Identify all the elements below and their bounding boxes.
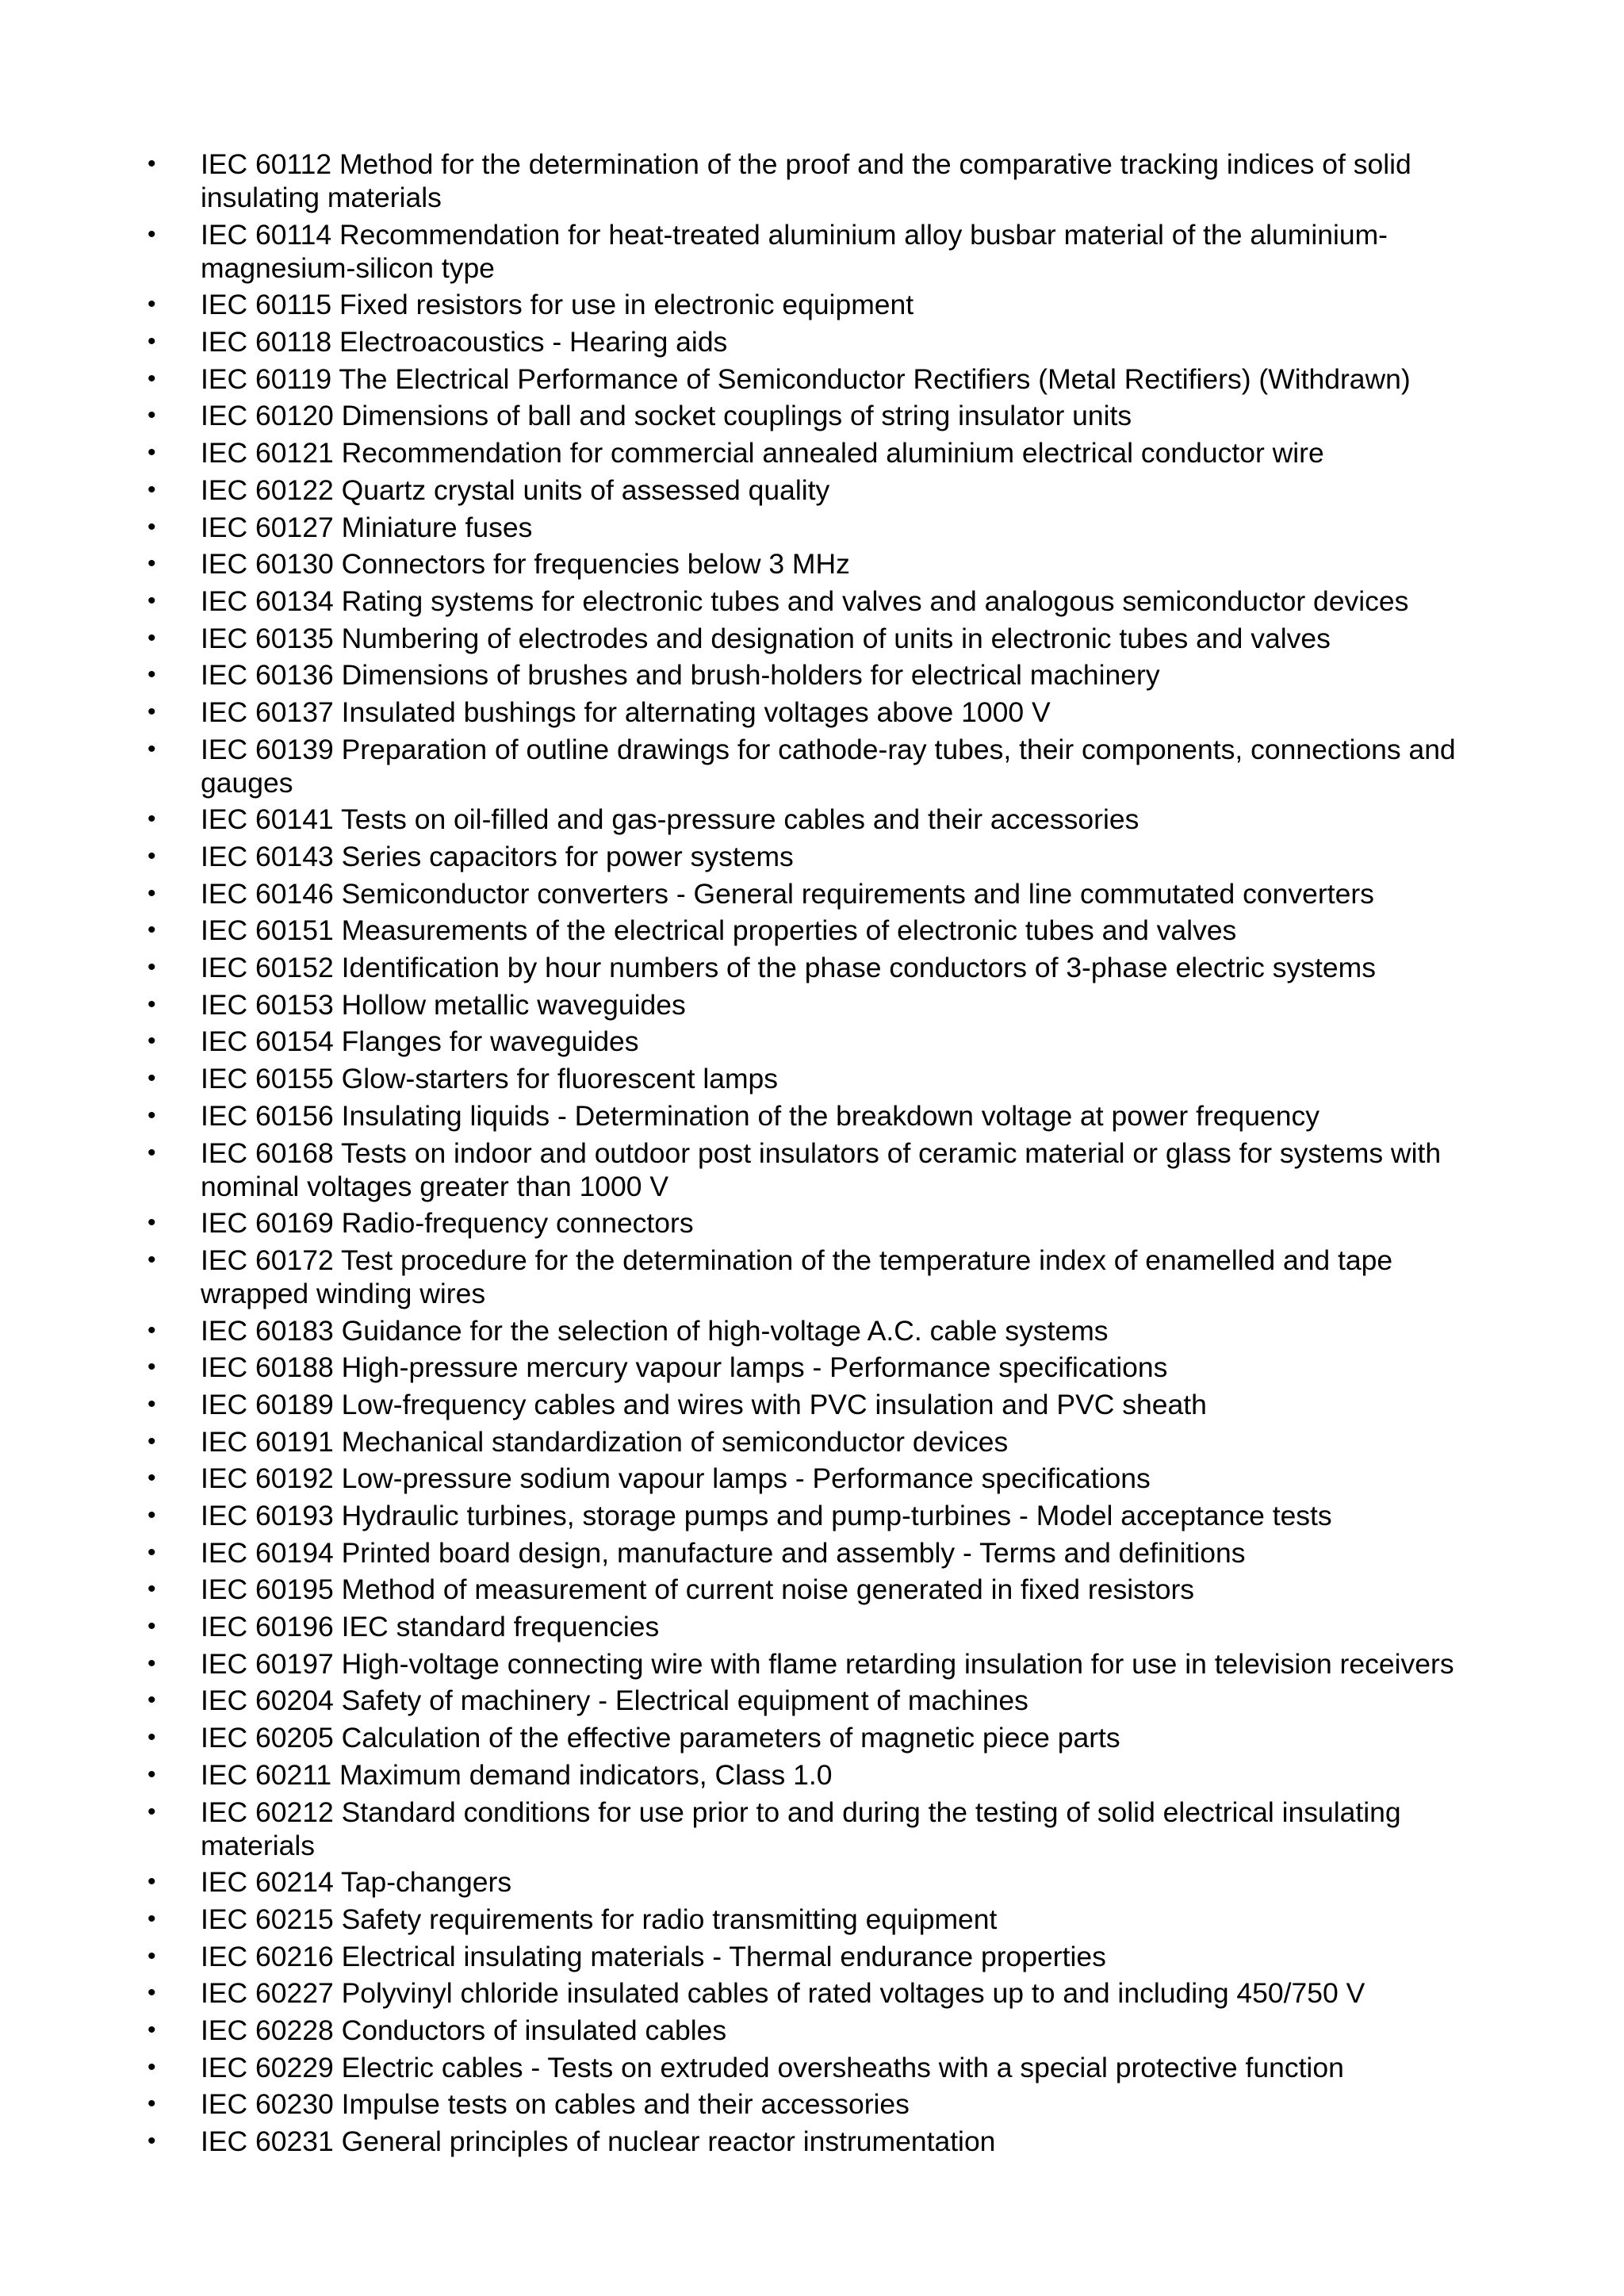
bullet-icon: • xyxy=(147,843,156,869)
bullet-icon: • xyxy=(147,1687,156,1714)
list-item-text: IEC 60146 Semiconductor converters - General requirements and line commutated converters xyxy=(201,877,1374,910)
list-item xyxy=(0,1684,1624,1717)
list-item xyxy=(0,1940,1624,1973)
list-item-text: IEC 60141 Tests on oil-filled and gas-pressure cables and their accessories xyxy=(201,803,1139,836)
bullet-icon: • xyxy=(147,1354,156,1381)
bullet-icon: • xyxy=(147,1724,156,1751)
list-item xyxy=(0,622,1624,655)
bullet-icon: • xyxy=(147,220,156,247)
list-item xyxy=(0,1903,1624,1936)
list-item xyxy=(0,1314,1624,1347)
list-item-text: IEC 60168 Tests on indoor and outdoor post insulators of ceramic material or glass for systems with nominal voltages greater than 1000 V xyxy=(201,1137,1442,1202)
list-item-text: IEC 60118 Electroacoustics - Hearing aids xyxy=(201,326,728,358)
bullet-icon: • xyxy=(147,2016,156,2043)
list-item-text: IEC 60114 Recommendation for heat-treated aluminium alloy busbar material of the aluminium-magnesium-silicon type xyxy=(201,218,1388,284)
list-item xyxy=(0,1351,1624,1384)
list-item-text: IEC 60229 Electric cables - Tests on extruded oversheaths with a special protective function xyxy=(201,2051,1344,2083)
list-item-text: IEC 60183 Guidance for the selection of high-voltage A.C. cable systems xyxy=(201,1314,1109,1347)
list-item-text: IEC 60121 Recommendation for commercial annealed aluminium electrical conductor wire xyxy=(201,437,1324,470)
list-item-text: IEC 60193 Hydraulic turbines, storage pumps and pump-turbines - Model acceptance tests xyxy=(201,1500,1332,1531)
list-item-text: IEC 60169 Radio-frequency connectors xyxy=(201,1207,694,1240)
standards-list xyxy=(0,148,1624,2158)
list-item xyxy=(0,914,1624,947)
bullet-icon: • xyxy=(147,1650,156,1677)
list-item-text: IEC 60189 Low-frequency cables and wires with PVC insulation and PVC sheath xyxy=(201,1388,1207,1420)
list-item-text: IEC 60172 Test procedure for the determination of the temperature index of enamelled and tape wrapped winding wires xyxy=(201,1244,1393,1309)
bullet-icon: • xyxy=(147,1502,156,1528)
list-item xyxy=(0,1425,1624,1458)
bullet-icon: • xyxy=(147,1028,156,1055)
list-item-text: IEC 60194 Printed board design, manufacture and assembly - Terms and definitions xyxy=(201,1536,1246,1569)
list-item xyxy=(0,1610,1624,1643)
list-item-text: IEC 60227 Polyvinyl chloride insulated cables of rated voltages up to and including 450/750 V xyxy=(201,1977,1365,2010)
bullet-icon: • xyxy=(147,917,156,944)
list-item-text: IEC 60139 Preparation of outline drawings for cathode-ray tubes, their components, connections and gauges xyxy=(201,733,1456,799)
bullet-icon: • xyxy=(147,1465,156,1492)
list-item xyxy=(0,803,1624,836)
bullet-icon: • xyxy=(147,513,156,540)
bullet-icon: • xyxy=(147,1942,156,1969)
list-item-text: IEC 60215 Safety requirements for radio transmitting equipment xyxy=(201,1903,998,1935)
bullet-icon: • xyxy=(147,2053,156,2080)
list-item-text: IEC 60216 Electrical insulating materials - Thermal endurance properties xyxy=(201,1940,1106,1972)
list-item-text: IEC 60115 Fixed resistors for use in electronic equipment xyxy=(201,289,914,321)
list-item xyxy=(0,1536,1624,1570)
list-item-text: IEC 60197 High-voltage connecting wire with flame retarding insulation for use in television receivers xyxy=(201,1647,1454,1680)
bullet-icon: • xyxy=(147,328,156,355)
bullet-icon: • xyxy=(147,550,156,577)
list-item xyxy=(0,658,1624,692)
list-item-text: IEC 60188 High-pressure mercury vapour lamps - Performance specifications xyxy=(201,1351,1168,1384)
bullet-icon: • xyxy=(147,1798,156,1825)
bullet-icon: • xyxy=(147,1539,156,1566)
bullet-icon: • xyxy=(147,1576,156,1603)
list-item xyxy=(0,547,1624,581)
bullet-icon: • xyxy=(147,624,156,651)
list-item-text: IEC 60156 Insulating liquids - Determination of the breakdown voltage at power frequency xyxy=(201,1099,1320,1132)
list-item-text: IEC 60214 Tap-changers xyxy=(201,1866,512,1899)
bullet-icon: • xyxy=(147,698,156,725)
bullet-icon: • xyxy=(147,1761,156,1788)
bullet-icon: • xyxy=(147,2091,156,2118)
list-item xyxy=(0,1099,1624,1133)
list-item-text: IEC 60152 Identification by hour numbers of the phase conductors of 3-phase electric systems xyxy=(201,952,1376,984)
list-item xyxy=(0,399,1624,432)
list-item-text: IEC 60151 Measurements of the electrical properties of electronic tubes and valves xyxy=(201,914,1237,947)
list-item xyxy=(0,877,1624,910)
bullet-icon: • xyxy=(147,880,156,907)
list-item-text: IEC 60130 Connectors for frequencies below 3 MHz xyxy=(201,548,850,581)
list-item xyxy=(0,1206,1624,1240)
bullet-icon: • xyxy=(147,1317,156,1343)
list-item xyxy=(0,988,1624,1022)
list-item xyxy=(0,1499,1624,1532)
bullet-icon: • xyxy=(147,954,156,981)
list-item xyxy=(0,951,1624,984)
bullet-icon: • xyxy=(147,439,156,466)
list-item xyxy=(0,1388,1624,1421)
bullet-icon: • xyxy=(147,1428,156,1455)
list-item-text: IEC 60228 Conductors of insulated cables xyxy=(201,2014,727,2046)
list-item-text: IEC 60230 Impulse tests on cables and their accessories xyxy=(201,2088,910,2121)
bullet-icon: • xyxy=(147,365,156,392)
list-item xyxy=(0,1796,1624,1862)
bullet-icon: • xyxy=(147,151,156,177)
bullet-icon: • xyxy=(147,402,156,429)
list-item-text: IEC 60122 Quartz crystal units of assessed quality xyxy=(201,473,830,506)
bullet-icon: • xyxy=(147,735,156,762)
list-item-text: IEC 60134 Rating systems for electronic tubes and valves and analogous semiconductor devices xyxy=(201,585,1409,617)
list-item-text: IEC 60135 Numbering of electrodes and designation of units in electronic tubes and valves xyxy=(201,622,1331,654)
list-item-text: IEC 60204 Safety of machinery - Electrical equipment of machines xyxy=(201,1685,1028,1717)
bullet-icon: • xyxy=(147,1905,156,1932)
list-item-text: IEC 60196 IEC standard frequencies xyxy=(201,1611,660,1643)
list-item xyxy=(0,473,1624,507)
list-item xyxy=(0,218,1624,285)
list-item-text: IEC 60154 Flanges for waveguides xyxy=(201,1025,639,1058)
bullet-icon: • xyxy=(147,1065,156,1092)
list-item xyxy=(0,2125,1624,2158)
bullet-icon: • xyxy=(147,2128,156,2154)
bullet-icon: • xyxy=(147,1246,156,1273)
list-item-text: IEC 60119 The Electrical Performance of Semiconductor Rectifiers (Metal Rectifiers) (Withdrawn) xyxy=(201,362,1411,395)
list-item-text: IEC 60143 Series capacitors for power systems xyxy=(201,841,794,872)
list-item-text: IEC 60211 Maximum demand indicators, Class 1.0 xyxy=(201,1758,833,1791)
list-item-text: IEC 60112 Method for the determination of the proof and the comparative tracking indices of solid insulating materials xyxy=(201,148,1411,213)
bullet-icon: • xyxy=(147,806,156,833)
bullet-icon: • xyxy=(147,1209,156,1236)
list-item xyxy=(0,1647,1624,1681)
list-item xyxy=(0,511,1624,544)
list-item-text: IEC 60231 General principles of nuclear reactor instrumentation xyxy=(201,2125,996,2157)
bullet-icon: • xyxy=(147,291,156,318)
list-item-text: IEC 60192 Low-pressure sodium vapour lamps - Performance specifications xyxy=(201,1462,1151,1495)
list-item xyxy=(0,2051,1624,2084)
list-item-text: IEC 60127 Miniature fuses xyxy=(201,511,533,543)
list-item xyxy=(0,840,1624,873)
bullet-icon: • xyxy=(147,1139,156,1166)
list-item-text: IEC 60153 Hollow metallic waveguides xyxy=(201,988,686,1021)
bullet-icon: • xyxy=(147,1980,156,2007)
bullet-icon: • xyxy=(147,1869,156,1895)
list-item-text: IEC 60155 Glow-starters for fluorescent lamps xyxy=(201,1063,779,1095)
list-item xyxy=(0,1244,1624,1310)
list-item xyxy=(0,362,1624,396)
list-item xyxy=(0,585,1624,618)
bullet-icon: • xyxy=(147,587,156,614)
bullet-icon: • xyxy=(147,1390,156,1417)
list-item xyxy=(0,288,1624,321)
list-item xyxy=(0,436,1624,470)
list-item-text: IEC 60137 Insulated bushings for alternating voltages above 1000 V xyxy=(201,696,1051,728)
list-item-text: IEC 60212 Standard conditions for use prior to and during the testing of solid electrical insulating materials xyxy=(201,1796,1401,1861)
list-item xyxy=(0,1137,1624,1203)
list-item xyxy=(0,325,1624,358)
bullet-icon: • xyxy=(147,476,156,503)
list-item xyxy=(0,148,1624,214)
list-item-text: IEC 60205 Calculation of the effective parameters of magnetic piece parts xyxy=(201,1722,1120,1754)
list-item xyxy=(0,696,1624,729)
bullet-icon: • xyxy=(147,991,156,1018)
list-item xyxy=(0,1865,1624,1899)
list-item-text: IEC 60191 Mechanical standardization of semiconductor devices xyxy=(201,1425,1009,1458)
list-item xyxy=(0,1721,1624,1754)
list-item xyxy=(0,2087,1624,2121)
list-item xyxy=(0,1025,1624,1058)
list-item xyxy=(0,1573,1624,1606)
list-item-text: IEC 60136 Dimensions of brushes and brush-holders for electrical machinery xyxy=(201,659,1160,692)
list-item xyxy=(0,1976,1624,2010)
list-item xyxy=(0,733,1624,799)
list-item-text: IEC 60195 Method of measurement of current noise generated in fixed resistors xyxy=(201,1573,1195,1606)
list-item xyxy=(0,1758,1624,1792)
list-item xyxy=(0,1462,1624,1495)
list-item-text: IEC 60120 Dimensions of ball and socket couplings of string insulator units xyxy=(201,400,1132,432)
bullet-icon: • xyxy=(147,661,156,688)
list-item xyxy=(0,2014,1624,2047)
bullet-icon: • xyxy=(147,1102,156,1129)
list-item xyxy=(0,1062,1624,1095)
bullet-icon: • xyxy=(147,1613,156,1640)
